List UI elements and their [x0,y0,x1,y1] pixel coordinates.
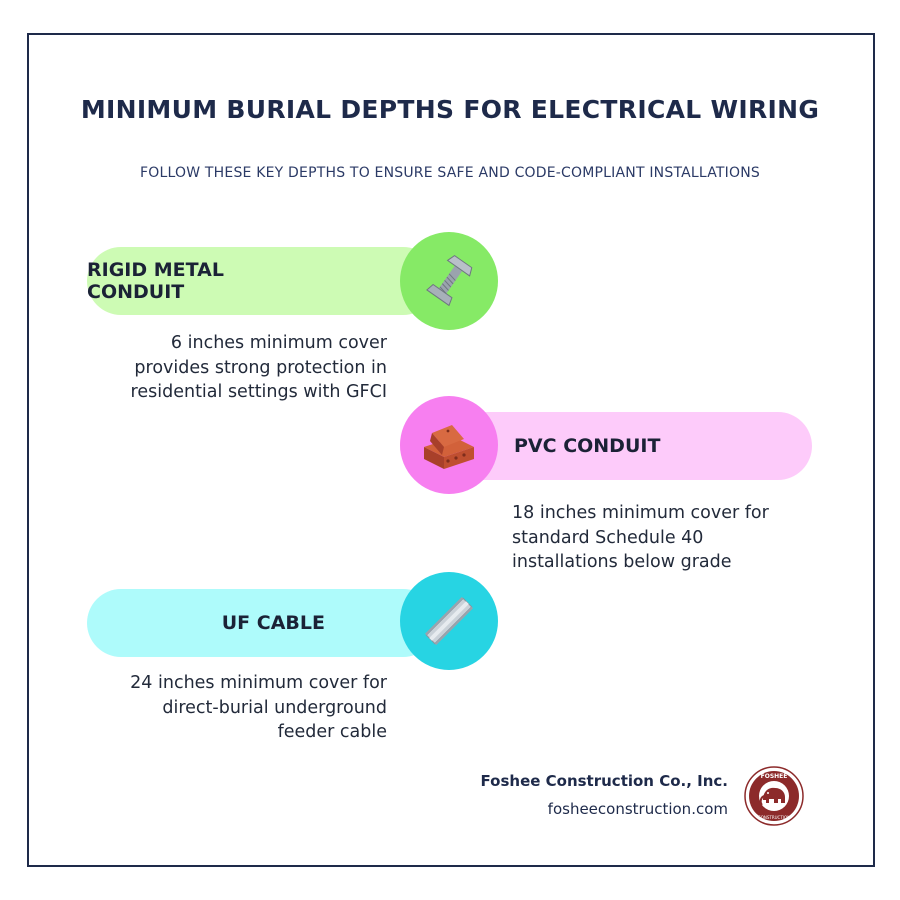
description-line: provides strong protection in [134,357,387,378]
description-line: direct-burial underground [162,697,387,718]
page-title: MINIMUM BURIAL DEPTHS FOR ELECTRICAL WIRING [80,95,820,124]
description-line: standard Schedule 40 [512,527,704,548]
pvc-conduit-description [512,501,812,575]
description-line: installations below grade [512,552,732,572]
company-name: Foshee Construction Co., Inc. [480,772,728,790]
rigid-metal-conduit-description [87,331,387,405]
logo-text-top: FOSHEE [760,773,788,780]
description-line: feeder cable [277,722,387,742]
elephant-logo-icon [744,766,804,826]
logo-text-bottom: CONSTRUCTION [757,815,791,820]
rigid-metal-conduit-label: RIGID METAL CONDUIT [87,259,224,303]
uf-cable-description [87,671,387,745]
description-line: 24 inches minimum cover for [130,673,387,693]
steel-beam-icon [419,591,479,651]
rigid-metal-conduit-icon-circle [400,232,498,330]
description-line: residential settings with GFCI [130,382,387,402]
description-line: 6 inches minimum cover [170,333,387,353]
rigid-metal-conduit-pill [87,247,437,315]
uf-cable-pill [87,589,437,657]
bolt-nut-icon [421,253,477,309]
description-line: 18 inches minimum cover for [512,503,769,523]
brick-icon [418,417,480,473]
page-subtitle: FOLLOW THESE KEY DEPTHS TO ENSURE SAFE AND CODE-COMPLIANT INSTALLATIONS [140,165,760,181]
uf-cable-icon-circle [400,572,498,670]
pvc-conduit-label: PVC CONDUIT [514,435,661,457]
pvc-conduit-icon-circle [400,396,498,494]
uf-cable-label: UF CABLE [221,612,325,634]
company-website[interactable]: fosheeconstruction.com [547,800,728,818]
